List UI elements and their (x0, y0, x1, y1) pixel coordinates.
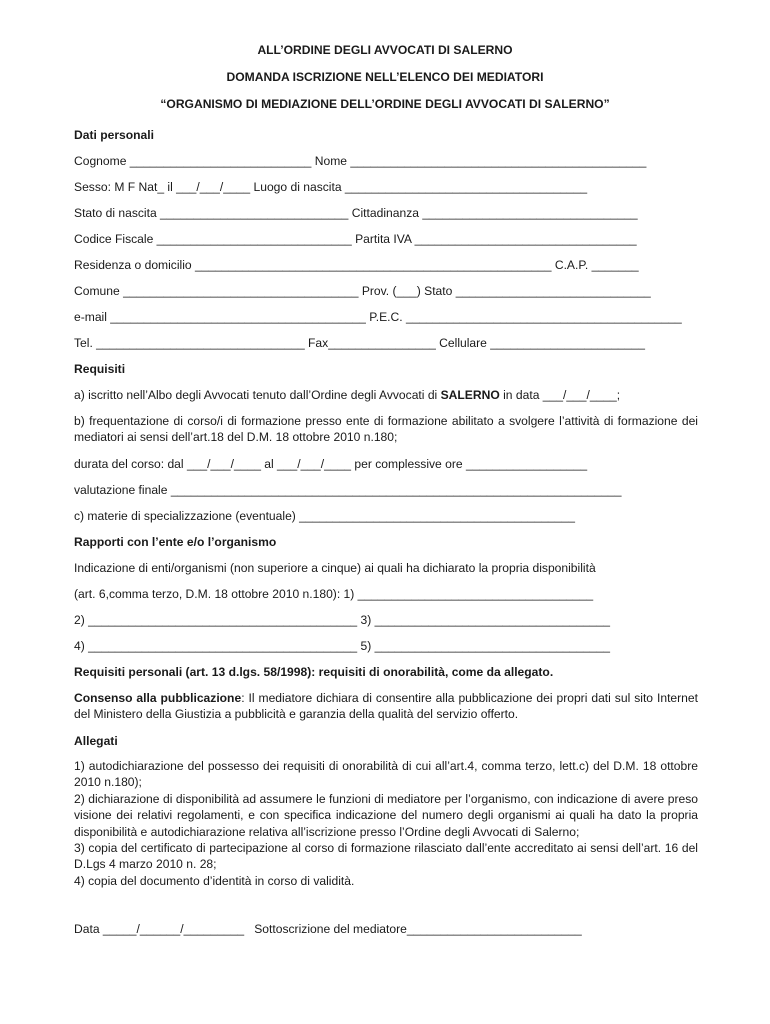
field-valutazione-finale: valutazione finale ___________________________________________________________________ (74, 483, 622, 497)
header-addressee: ALL’ORDINE DEGLI AVVOCATI DI SALERNO (257, 43, 513, 57)
requisito-a-text: a) iscritto nell’Albo degli Avvocati tenuto dall’Ordine degli Avvocati di (74, 388, 441, 402)
field-stato-cittadinanza: Stato di nascita ____________________________ Cittadinanza ________________________________ (74, 206, 638, 220)
consenso-text: : Il mediatore dichiara di consentire alla pubblicazione dei propri dati sul sito Internet del Ministero della Giustizia a pubblicità e garanzia della qualità del servizio offerto. (74, 691, 698, 722)
allegati-heading: Allegati (74, 734, 118, 748)
field-organismi-2-3: 2) ________________________________________ 3) ___________________________________ (74, 613, 611, 627)
allegato-2: 2) dichiarazione di disponibilità ad assumere le funzioni di mediatore per l’organismo, con indicazione di avere preso visione dei relativi regolamenti, e con specifica indicazione del numero degli organismi ai quali ha dato la propria disponibilità e autodichiarazione relativa all’iscrizione presso l’Ordine degli Avvocati di Salerno; (74, 791, 698, 839)
field-cognome-nome: Cognome ___________________________ Nome ____________________________________________ (74, 154, 647, 168)
requisito-a-date: in data ___/___/____; (499, 388, 621, 402)
rapporti-heading: Rapporti con l’ente e/o l’organismo (74, 535, 277, 549)
data-firma: Data _____/______/_________ Sottoscrizione del mediatore__________________________ (74, 922, 582, 936)
requisiti-personali: Requisiti personali (art. 13 d.lgs. 58/1998): requisiti di onorabilità, come da allegato. (74, 665, 554, 679)
header-organism: “ORGANISMO DI MEDIAZIONE DELL’ORDINE DEGLI AVVOCATI DI SALERNO” (160, 97, 610, 111)
allegato-1: 1) autodichiarazione del possesso dei requisiti di onorabilità di cui all’art.4, comma terzo, lett.c) del D.M. 18 ottobre 2010 n.180); (74, 759, 698, 790)
allegato-3: 3) copia del certificato di partecipazione al corso di formazione rilasciato dall’ente accreditato ai sensi dell’art. 16 del D.Lgs 4 marzo 2010 n. 28; (74, 841, 698, 872)
dati-personali-heading: Dati personali (74, 128, 154, 142)
requisito-a-city: SALERNO (440, 388, 500, 402)
field-email-pec: e-mail ______________________________________ P.E.C. _________________________________________ (74, 310, 682, 324)
field-codice-fiscale-piva: Codice Fiscale _____________________________ Partita IVA _________________________________ (74, 232, 637, 246)
allegati-list (74, 758, 698, 889)
rapporti-intro: Indicazione di enti/organismi (non superiore a cinque) ai quali ha dichiarato la propria disponibilità (74, 561, 596, 575)
consenso-pubblicazione (74, 690, 698, 723)
field-sesso-nascita: Sesso: M F Nat_ il ___/___/____ Luogo di nascita ____________________________________ (74, 180, 588, 194)
field-comune-prov-stato: Comune ___________________________________ Prov. (___) Stato _____________________________ (74, 284, 651, 298)
requisito-b: b) frequentazione di corso/i di formazione presso ente di formazione abilitato a svolgere l’attività di formazione dei mediatori ai sensi dell’art.18 del D.M. 18 ottobre 2010 n.180; (74, 414, 698, 445)
header-title: DOMANDA ISCRIZIONE NELL’ELENCO DEI MEDIATORI (226, 70, 544, 84)
allegato-4: 4) copia del documento d’identità in corso di validità. (74, 873, 355, 888)
requisito-c: c) materie di specializzazione (eventuale) _________________________________________ (74, 509, 575, 523)
consenso-label: Consenso alla pubblicazione (74, 691, 242, 705)
field-durata-corso: durata del corso: dal ___/___/____ al ___/___/____ per complessive ore __________________ (74, 457, 588, 471)
field-organismi-4-5: 4) ________________________________________ 5) ___________________________________ (74, 639, 611, 653)
field-residenza-cap: Residenza o domicilio _____________________________________________________ C.A.P. _______ (74, 258, 639, 272)
requisiti-heading: Requisiti (74, 362, 126, 376)
field-organismo-1: (art. 6,comma terzo, D.M. 18 ottobre 2010 n.180): 1) ___________________________________ (74, 587, 594, 601)
field-tel-fax-cellulare: Tel. _______________________________ Fax________________ Cellulare _______________________ (74, 336, 645, 350)
requisito-a (74, 387, 620, 403)
